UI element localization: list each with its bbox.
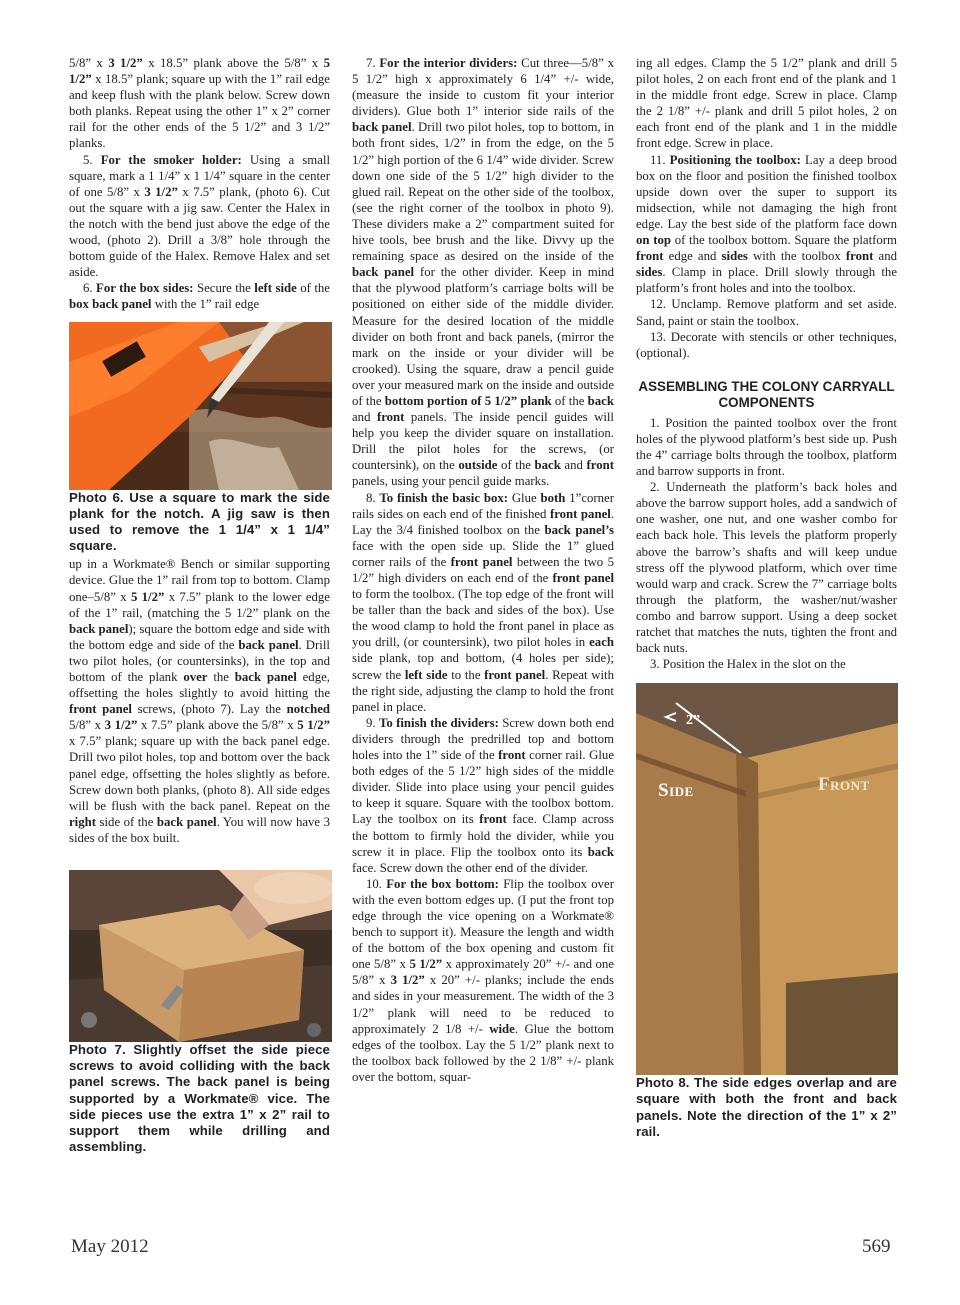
photo-7: [69, 870, 332, 1042]
step-12-paragraph: 12. Unclamp. Remove platform and set aside. Sand, paint or stain the toolbox.: [636, 297, 897, 328]
assembly-step-2: 2. Underneath the platform’s back holes and above the barrow support holes, add a sandwich of one washer, one nut, and one washer combo for each back hole. This levels the platform properly above the barrow’s shafts and will keep undue stress off the plywood platform, which over time would warp and crack. Screw the 7” carriage bolts through the platform, the washer/nut/washer combo and barrow support. Using a deep socket ratchet that matches the nuts, tighten the front and back nuts.: [636, 480, 897, 656]
step-7-paragraph: 7. For the interior dividers: Cut three—5/8” x 5 1/2” high x approximately 6 1/4” +/- wide, (measure the inside to custom fit your interior dividers). Glue both 1” interior side rails of the back panel. Drill two pilot holes, top to bottom, in both front sides, 1/2” in from the edge, on the 5 1/2” high portion of the 6 1/4” wide divider. Screw down one side of the 5 1/2” high divider to the glued rail. Repeat on the other side of the toolbox, (see the right corner of the toolbox in photo 9). These dividers make a 2” compartment suited for hive tools, bee brush and the like. Divvy up the remaining space as desired on the inside of the back panel for the other divider. Keep in mind that the plywood platform’s carriage bolts will be positioned on either side of the middle divider. Measure for the desired location of the middle divider on both front and back panels, (mirror the mark on the inside or your divider will be crooked). Using the square, draw a pencil guide over your measured mark on the inside and outside of the bottom portion of 5 1/2” plank of the back and front panels. The inside pencil guides will help you keep the divider square on installation. Drill the pilot holes for the screws, (or countersink), on the outside of the back and front panels, using your pencil guide marks.: [352, 56, 614, 489]
step-10-paragraph: 10. For the box bottom: Flip the toolbox over with the even bottom edges up. (I put the front top edge through the vice opening on a Workmate® bench to support it). Measure the length and width of the bottom of the box opening and custom fit one 5/8” x 5 1/2” x approximately 20” +/- and one 5/8” x 3 1/2” x 20” +/- planks; include the ends and sides in your measurement. The width of the 3 1/2” plank will need to be reduced to approximately 2 1/8 +/- wide. Glue the bottom edges of the toolbox. Lay the 5 1/2” plank next to the toolbox back followed by the 2 1/8” +/- plank over the bottom, squar-: [352, 876, 614, 1084]
step-5-paragraph: 5. For the smoker holder: Using a small square, mark a 1 1/4” x 1 1/4” square in the center of one 5/8” x 3 1/2” x 7.5” plank, (photo 6). Cut out the square with a jig saw. Center the Halex in the notch with the bend just above the edge of the wood, (photo 2). Drill a 3/8” hole through the bottom guide of the Halex. Remove Halex and set aside.: [69, 152, 330, 280]
photo-6-image: [69, 322, 332, 490]
photo-8-dimension-label: 2”: [686, 713, 700, 729]
step-6-paragraph: 6. For the box sides: Secure the left side of the box back panel with the 1” rail edge: [69, 281, 330, 312]
step-11-paragraph: 11. Positioning the toolbox: Lay a deep brood box on the floor and position the finished toolbox upside down over the super to support its midsection, while not damaging the high front edge. Lay the best side of the platform face down on top of the toolbox bottom. Square the platform front edge and sides with the toolbox front and sides. Clamp in place. Drill slowly through the platform’s front holes and into the toolbox.: [636, 152, 898, 296]
photo-8: [636, 683, 898, 1075]
section-heading: ASSEMBLING THE COLONY CARRYALL COMPONENTS: [638, 378, 895, 410]
photo-8-caption: Photo 8. The side edges overlap and are square with both the front and back panels. Note the direction of the 1” x 2” rail.: [636, 1075, 897, 1139]
column-2: [352, 55, 614, 1085]
photo-8-side-label: Side: [658, 780, 694, 802]
paragraph: up in a Workmate® Bench or similar supporting device. Glue the 1” rail from top to bottom. Clamp one–5/8” x 5 1/2” x 7.5” plank to the lower edge of the 1” rail, (matching the 5 1/2” plank on the back panel); square the bottom edge and side with the bottom edge and side of the back panel. Drill two pilot holes, (or countersinks), in the top and bottom of the plank over the back panel edge, offsetting the holes slightly to avoid hitting the front panel screws, (photo 7). Lay the notched 5/8” x 3 1/2” x 7.5” plank above the 5/8” x 5 1/2” x 7.5” plank; square up with the back panel edge. Drill two pilot holes, top and bottom over the back panel edge, offsetting the holes slightly as before. Screw down both planks, (photo 8). All side edges will be flush with the back panel. Repeat on the right side of the back panel. You will now have 3 sides of the box built.: [69, 557, 330, 845]
photo-8-front-label: Front: [818, 774, 870, 796]
page-number: 569: [862, 1236, 891, 1257]
photo-6-caption: Photo 6. Use a square to mark the side plank for the notch. A jig saw is then used to remove the 1 1/4” x 1 1/4” square.: [69, 489, 330, 554]
paragraph: 5/8” x 3 1/2” x 18.5” plank above the 5/8” x 5 1/2” x 18.5” plank; square up with the 1” rail edge and keep flush with the plank below. Screw down both planks. Repeat using the other 1” x 2” corner rail for the other ends of the 5 1/2” and 3 1/2” planks.: [69, 56, 330, 151]
step-13-paragraph: 13. Decorate with stencils or other techniques, (optional).: [636, 329, 897, 360]
photo-6: [69, 322, 332, 490]
photo-7-caption: Photo 7. Slightly offset the side piece screws to avoid colliding with the back panel screws. The back panel is being supported by a Workmate® vice. The side pieces use the extra 1” x 2” rail to support them while drilling and assembling.: [69, 1042, 330, 1155]
column-3: [636, 55, 897, 1140]
step-8-paragraph: 8. To finish the basic box: Glue both 1”corner rails sides on each end of the finished front panel. Lay the 3/4 finished toolbox on the back panel’s face with the open side up. Slide the 1” glued corner rails of the front panel between the two 5 1/2” high dividers on each end of the front panel to form the toolbox. (The top edge of the front will be taller than the back and sides of the box). Use the wood clamp to hold the front panel in place as you drill, (or countersink), two pilot holes in each side plank, top and bottom, (4 holes per side); screw the left side to the front panel. Repeat with the right side, adjusting the clamp to hold the front panel in place.: [352, 490, 615, 714]
photo-8-image: [636, 683, 898, 1075]
step-9-paragraph: 9. To finish the dividers: Screw down both end dividers through the predrilled top and bottom holes into the 1” side of the front corner rail. Glue both edges of the 5 1/2” high sides of the middle divider. Slide into place using your pencil guides to keep it square. Square with the toolbox bottom. Lay the toolbox on its front face. Clamp across the bottom to firmly hold the divider, while you screw it in place. Flip the toolbox onto its back face. Screw down the other end of the divider.: [352, 715, 615, 875]
assembly-step-1: 1. Position the painted toolbox over the front holes of the plywood platform’s best side up. Push the 4” carriage bolts through the toolbox, platform and barrow supports in front.: [636, 415, 897, 479]
column-1: [69, 55, 330, 1155]
assembly-step-3: 3. Position the Halex in the slot on the: [650, 657, 846, 672]
paragraph: ing all edges. Clamp the 5 1/2” plank and drill 5 pilot holes, 2 on each front end of the plank and 1 in the middle front edge. Screw in place. Clamp the 2 1/8” +/- plank and drill 5 pilot holes, 2 on each front end of the plank and 1 in the middle front edge. Screw in place.: [636, 56, 897, 151]
photo-7-image: [69, 870, 332, 1042]
footer-date: May 2012: [71, 1236, 149, 1257]
